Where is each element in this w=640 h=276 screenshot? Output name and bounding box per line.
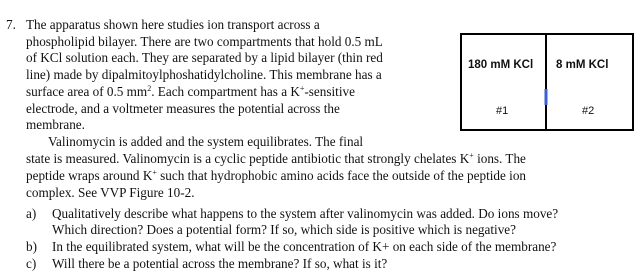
right-concentration-label: 8 mM KCl xyxy=(556,59,609,71)
para2-line-3 xyxy=(26,168,526,186)
para2-line-2 xyxy=(26,151,526,169)
area-exponent: 2 xyxy=(147,84,152,93)
surface-area-text: surface area of 0.5 mm xyxy=(26,84,148,99)
chelates-text: state is measured. Valinomycin is a cyclic peptide antibiotic that strongly chelates K xyxy=(26,151,470,166)
wraps-text: peptide wraps around K xyxy=(26,168,153,183)
question-a-line-2: Which direction? Does a potential form? If so, which side is positive which is negative? xyxy=(52,222,516,237)
left-concentration-label: 180 mM KCl xyxy=(468,59,534,71)
para2-line-1: Valinomycin is added and the system equilibrates. The final xyxy=(48,134,364,149)
intro-line-7: membrane. xyxy=(26,117,85,132)
question-b-line-1: In the equilibrated system, what will be the concentration of K+ on each side of the membrane? xyxy=(52,239,557,254)
question-c-label: c) xyxy=(26,256,37,271)
intro-line-3: of KCl solution each. They are separated by a lipid bilayer (thin red xyxy=(26,50,383,65)
k-charge-3: + xyxy=(152,168,157,177)
compartment-2-label: #2 xyxy=(582,105,595,117)
para2-line-4: complex. See VVP Figure 10-2. xyxy=(26,185,195,200)
question-a-line-1: Qualitatively describe what happens to the system after valinomycin was added. Do ions move? xyxy=(52,206,559,221)
sensitive-text: -sensitive xyxy=(304,84,355,99)
question-b-label: b) xyxy=(26,239,37,254)
intro-line-4: line) made by dipalmitoylphoshatidylcholine. This membrane has a xyxy=(26,67,382,82)
apparatus-frame xyxy=(460,33,635,131)
intro-line-2: phospholipid bilayer. There are two compartments that hold 0.5 mL xyxy=(26,34,383,49)
question-a-label: a) xyxy=(26,206,37,221)
intro-line-5 xyxy=(26,84,355,102)
apparatus-diagram xyxy=(460,33,635,131)
compartment-1-label: #1 xyxy=(496,105,509,117)
intro-line-1: The apparatus shown here studies ion transport across a xyxy=(26,17,320,32)
k-charge-2: + xyxy=(469,151,474,160)
intro-line-6: electrode, and a voltmeter measures the potential across the xyxy=(26,101,340,116)
k-charge: + xyxy=(299,84,305,93)
hydrophobic-text: such that hydrophobic amino acids face the outside of the peptide ion xyxy=(156,168,527,183)
ions-text: ions. The xyxy=(473,151,526,166)
area-tail-text: . Each compartment has a K xyxy=(151,84,300,99)
problem-number: 7. xyxy=(6,17,16,32)
question-c-line-1: Will there be a potential across the membrane? If so, what is it? xyxy=(52,256,388,271)
